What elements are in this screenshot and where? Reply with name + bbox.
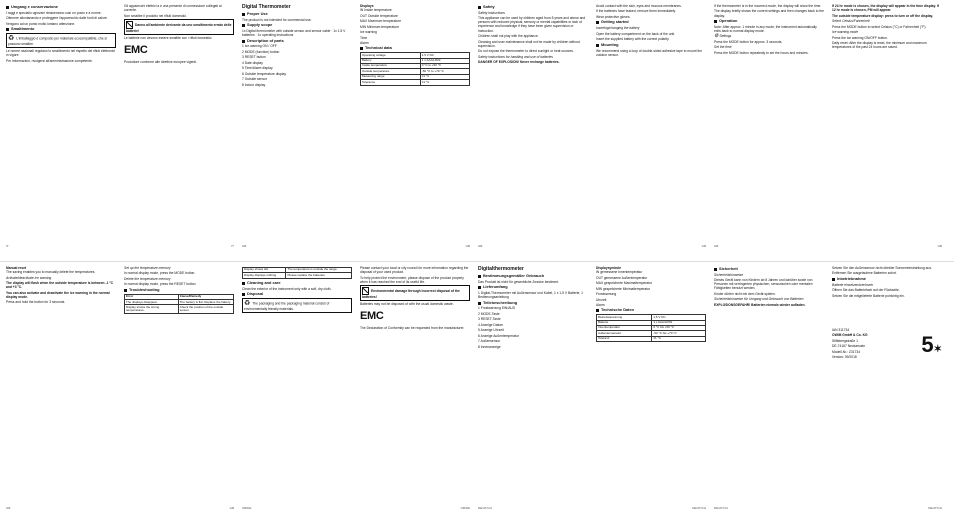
bullet-square-icon <box>6 6 9 9</box>
paragraph: Gli apparecchi elettrici a e una presente di connessione collegati al corrente. <box>124 4 222 13</box>
paragraph: If 24 hr mode is chosen, the display will appear in the time display. If 12 hr mode is chosen, PM will appear. <box>832 4 939 13</box>
troubleshooting-table <box>124 294 234 315</box>
manufacturer-block <box>832 328 942 361</box>
company-name: OWIM GmbH & Co. KG <box>832 333 868 338</box>
page-number: IT <box>6 243 9 248</box>
paragraph: Do not expose the thermometer to direct sunlight or heat sources. <box>478 49 574 54</box>
section-heading: Proper Use <box>242 12 352 17</box>
list-item: 5 Time/Alarm display <box>242 66 273 71</box>
column-top-5 <box>478 4 588 250</box>
paragraph: Daily reset: After the display is reset, the minimum and maximum temperatures of the past 24 hours are saved. <box>832 41 927 50</box>
bullet-square-icon <box>242 40 245 43</box>
paragraph: Setzen Sie die mitgelieferte Batterie polrichtig ein. <box>832 293 905 298</box>
emc-logo: EMC <box>124 44 148 57</box>
bullet-square-icon <box>124 289 127 292</box>
paragraph: In normal display mode, press the MODE button. <box>124 271 196 276</box>
list-item: OUT Outside temperature <box>360 13 398 18</box>
column-bottom-5 <box>478 266 588 512</box>
column-top-2 <box>124 4 234 250</box>
paragraph: To help protect the environment, please dispose of the product properly when it has reached the end of its useful life. <box>360 275 464 284</box>
paragraph: Press the MODE button repeatedly to set the hours and minutes. <box>714 50 809 55</box>
paragraph: The saving enables you to manually delete the temperatures. <box>6 270 96 275</box>
bullet-square-icon <box>714 20 717 23</box>
list-item: 8 Indoor display <box>242 82 266 87</box>
list-item: 2 MODE (function) button <box>242 49 280 54</box>
crossed-bin-icon <box>126 21 133 29</box>
subheading: Set up the temperature memory <box>124 266 171 270</box>
paragraph: Dieses Gerät kann von Kindern ab 8 Jahren und darüber sowie von Personen mit verringerten physischen, sensorischen oder mentalen Fähigkeiten benutzt werden. <box>714 278 813 291</box>
list-item: 8 Innenanzeige <box>478 344 501 349</box>
paragraph: Non smaltire il prodotto nei rifiuti domestici. <box>124 13 187 18</box>
paragraph: Open the battery compartment on the back of the unit. <box>596 31 675 36</box>
paragraph: Children shall not play with the appliance. <box>478 34 539 39</box>
section-heading: Sicherheit <box>714 267 824 272</box>
paragraph: Per informazioni, rivolgersi all'amministrazione competente. <box>6 58 93 63</box>
bullet-square-icon <box>242 24 245 27</box>
table-row: Battery 1 x AAA/LR03 <box>361 58 470 63</box>
list-item: 6 Outside temperature display <box>242 71 286 76</box>
paragraph: Entfernen Sie ausgelaufene Batterien sofort. <box>832 271 897 276</box>
paragraph: Clean the exterior of the instrument only with a soft, dry cloth. <box>242 286 332 291</box>
paragraph: Setzen Sie den Außensensor nicht direkter Sonneneinstrahlung aus. <box>832 266 932 270</box>
paragraph: The Declaration of Conformity can be requested from the manufacturer. <box>360 326 465 331</box>
page-number: GB/DE <box>242 505 252 510</box>
paragraph: Das Produkt ist nicht für gewerbliche Zwecke bestimmt. <box>478 279 559 284</box>
list-item: 1 Ice warning ON / OFF <box>242 44 277 49</box>
paragraph: Le batterie non devono essere smaltite con i rifiuti domestici. <box>124 36 213 41</box>
battery-warning: Environmental damage through incorrect disposal of the batteries! <box>360 285 470 301</box>
list-item: MIN gespeicherte Minimaltemperatur <box>596 286 651 291</box>
bullet-square-icon <box>596 21 599 24</box>
star-icon: ✶ <box>933 343 942 355</box>
bullet-square-icon <box>478 6 481 9</box>
section-heading: Teilebeschreibung <box>478 301 588 306</box>
list-item: 7 Outside sensor <box>242 77 267 82</box>
paragraph: 1 Digital-Thermometer mit Außensensor und Kabel, 1 x 1,5 V Batterie, 1 Bedienungsanleitung <box>478 291 584 300</box>
paragraph: 1x Digital thermometer with outside sensor and sensor cable · 1x 1.5 V batteries · 1x operating instructions <box>242 29 346 38</box>
page-number: DE/AT/CH <box>928 505 942 510</box>
list-item: MAX Maximum temperature <box>360 19 402 24</box>
section-heading: Getting started <box>596 20 706 25</box>
list-item: Alarm <box>360 41 369 45</box>
paragraph: Avoid contact with the skin, eyes and mucous membranes. <box>596 4 682 8</box>
technical-data-table <box>596 314 706 342</box>
table-row: Inside temperature 0 °C to +50 °C <box>361 64 470 69</box>
section-heading: Inbetriebnahme <box>832 277 942 282</box>
paragraph: Press and hold the button for 3 seconds. <box>6 300 66 305</box>
list-item: OUT gemessene Außentemperatur <box>596 275 648 280</box>
table-row: Innentemperatur 0 °C bis +50 °C <box>597 326 706 331</box>
table-row: Error Cause/Remedy <box>125 294 234 299</box>
paragraph: I raggi e speciallo ogiovani rimaneranno così un posto e a norme. <box>6 10 102 15</box>
section-heading: Technical data <box>360 46 470 51</box>
table-row: Außentemperatur -50 °C bis +70 °C <box>597 331 706 336</box>
column-top-6 <box>596 4 706 250</box>
version: Version: 09/2018 <box>832 355 857 360</box>
badge-5: 5✶ <box>921 331 942 357</box>
bullet-square-icon <box>478 275 481 278</box>
column-bottom-1 <box>6 266 116 512</box>
paragraph: If the thermometer is in the incorrect mode, the display will show the time. <box>714 4 822 8</box>
section-heading: Manual reset <box>6 266 27 270</box>
bullet-square-icon <box>832 278 835 281</box>
page-number: GB <box>242 243 247 248</box>
paragraph: Press the MODE button for approx. 3 seconds. <box>714 39 783 44</box>
table-row: Display shows the wrong temperatures. Check the position of the outside sensor. <box>125 305 234 314</box>
column-top-1 <box>6 4 116 250</box>
technical-data-table <box>360 52 470 85</box>
manual-title: Digital Thermometer <box>242 4 291 10</box>
list-item: Time <box>360 35 368 40</box>
page-number: GB <box>478 243 483 248</box>
recycle-notice: ♻ The packaging and the packaging material consist of environmentally friendly materials. <box>242 298 352 313</box>
list-item: 4 Anzeige Datum <box>478 322 504 327</box>
table-row: Measuring range ±1 °C <box>361 74 470 79</box>
section-heading: Cleaning and care <box>242 281 352 286</box>
section-heading: Operation <box>714 19 824 24</box>
bullet-square-icon <box>478 286 481 289</box>
paragraph: The display briefly shows the current settings and then changes back to the display. <box>714 9 824 18</box>
bullet-square-icon <box>360 47 363 50</box>
paragraph: If the batteries have leaked, remove them immediately. <box>596 9 676 14</box>
paragraph: DANGER OF EXPLOSION! Never recharge batteries. <box>478 60 560 65</box>
bullet-square-icon <box>478 302 481 305</box>
section-heading: Lieferumfang <box>478 285 588 290</box>
subheading: Safety instructions for handling and use of batteries <box>478 54 553 59</box>
subheading: ⚙ Settings <box>714 33 732 40</box>
list-item: MAX gespeicherte Maximaltemperatur <box>596 281 653 286</box>
list-item: 3 RESET-Taste <box>478 317 501 322</box>
paragraph: Cleaning and user maintenance shall not be made by children without supervision. <box>478 39 580 48</box>
paragraph: Wear protective gloves. <box>596 14 631 19</box>
subheading: Activate/deactivate ice warning <box>6 275 52 280</box>
list-item: Uhrzeit <box>596 297 607 302</box>
list-item: 6 Anzeige Außentemperatur <box>478 333 519 338</box>
paragraph: This appliance can be used by children aged from 8 years and above and persons with reduced physical, sensory or mental capabilities or lack of experience and knowledge if they have been given supervision or instruction. <box>478 16 586 33</box>
subheading: Safety instructions <box>478 10 505 15</box>
bullet-square-icon <box>714 268 717 271</box>
bullet-square-icon <box>6 28 9 31</box>
manual-title: Digitalthermometer <box>478 266 524 272</box>
bullet-square-icon <box>242 293 245 296</box>
paragraph: We recommend using a loop of double-sided adhesive tape to mount the outdoor sensor. <box>596 48 703 57</box>
list-item: IN gemessene Innentemperatur <box>596 270 643 275</box>
table-row: Betriebsspannung 1,5 V DC <box>597 315 706 320</box>
paragraph: Please contact your local or city council for more information regarding the disposal of your used product. <box>360 266 469 275</box>
page-number: DE/AT/CH <box>478 505 492 510</box>
column-bottom-4 <box>360 266 470 512</box>
paragraph: Press the MODE button to select Celsius (°C) or Fahrenheit (°F). <box>832 24 927 29</box>
column-top-4 <box>360 4 470 250</box>
subheading: Select Celsius/Fahrenheit <box>832 19 870 24</box>
recycle-notice: ♻ L'imballaggio è composto per materiale ecocompatibile, che si possono smaltire. <box>6 33 116 48</box>
page-number: IT <box>231 243 234 248</box>
street: Stiftsbergstraße 1 <box>832 338 859 343</box>
table-row: Batterie 1 x AAA/LR03 <box>597 320 706 325</box>
crossed-bin-icon <box>362 287 369 295</box>
emc-logo: EMC <box>360 310 384 323</box>
paragraph: Ottenere allontanando e proteggere l'apparecchio dalle fonti di calore. <box>6 16 108 21</box>
recycle-icon: ♻ <box>8 35 15 43</box>
column-bottom-6 <box>596 266 706 512</box>
table-row: Display displays nothing Please replace the batteries. <box>243 273 352 278</box>
table-row: Toleranz ±1 °C <box>597 336 706 341</box>
list-item: Alarm <box>596 303 605 307</box>
list-item: 2 MODE-Taste <box>478 311 500 316</box>
page-number: DE/AT/CH <box>692 505 706 510</box>
paragraph: The display will flash when the outside temperature is between -1 °C and +3 °C. <box>6 281 114 290</box>
column-bottom-8 <box>832 266 942 512</box>
paragraph: Produttore conforme alle direttive europee vigenti. <box>124 60 197 65</box>
table-row: Outside temperature -50 °C to +70 °C <box>361 69 470 74</box>
subheading: Delete the temperature memory <box>124 276 171 281</box>
list-item: Frostwarnung <box>596 292 617 297</box>
column-top-8 <box>832 4 942 250</box>
subheading: Batterie einsetzen/wechseln <box>832 282 874 287</box>
column-bottom-2 <box>124 266 234 512</box>
paragraph: Kinder dürfen nicht mit dem Gerät spielen. <box>714 291 776 296</box>
table-row: Operating voltage 1.5 V DC <box>361 53 470 58</box>
section-heading: Technische Daten <box>596 308 706 313</box>
paragraph: EXPLOSIONSGEFAHR! Batterien niemals wieder aufladen. <box>714 302 806 307</box>
recycle-icon: ♻ <box>244 299 251 307</box>
city: DE-74167 Neckarsulm <box>832 344 866 349</box>
bullet-square-icon <box>596 44 599 47</box>
bullet-square-icon <box>596 309 599 312</box>
page-number: GB <box>701 243 706 248</box>
section-heading: Disposal <box>242 292 352 297</box>
list-item: 4 Date display <box>242 60 263 65</box>
page-number: GB <box>465 243 470 248</box>
paragraph: The product is not intended for commercial use. <box>242 17 312 22</box>
paragraph: Vengono ad un punto molto lontano attenzione. <box>6 21 76 26</box>
paragraph: You can also activate and deactivate the ice warning in the normal display mode. <box>6 290 110 299</box>
manual-bottom-page <box>0 262 954 524</box>
list-item: 7 Außensensor <box>478 339 501 344</box>
subheading: Ice warning mode <box>832 30 859 35</box>
bullet-square-icon <box>242 282 245 285</box>
bullet-square-icon <box>242 13 245 16</box>
model-number: Modell-Nr.: Z31734 <box>832 349 861 354</box>
page-number: GB <box>937 243 942 248</box>
list-item: IN Inside temperature <box>360 8 392 13</box>
paragraph: In normal display mode, press the RESET button. <box>124 282 197 287</box>
manufacturer-address <box>832 328 868 361</box>
section-heading: Smaltimento <box>6 27 116 32</box>
column-top-7 <box>714 4 824 250</box>
troubleshooting-table-continued <box>242 267 352 279</box>
column-bottom-7 <box>714 266 824 512</box>
section-heading: Troubleshooting <box>124 288 234 293</box>
paragraph: Batteries may not be disposed of with the usual domestic waste. <box>360 302 454 307</box>
subheading: Inserting/changing the battery <box>596 26 640 31</box>
battery-warning: Danno all'ambiente derivante da uno smaltimento errato delle batterie! <box>124 19 234 35</box>
section-heading: Mounting <box>596 43 706 48</box>
paragraph: Le norme nazionali regolano lo smaltimento nel rispetto dei rifiuti elettronici in vigore. <box>6 49 116 58</box>
paragraph: Note: After approx. 1 minute in any mode, the instrument automatically exits back to normal display mode. <box>714 24 817 33</box>
section-heading: Bestimmungsgemäßer Gebrauch <box>478 274 588 279</box>
page-number: DE/AT/CH <box>714 505 728 510</box>
page-number: GB <box>229 505 234 510</box>
display-symbols-heading: Displays <box>360 4 374 8</box>
display-symbols-heading: Displaysymbole <box>596 266 622 270</box>
section-heading: Safety <box>478 5 588 10</box>
gear-icon: ⚙ <box>714 33 719 40</box>
paragraph: The outside temperature display: press to turn or off the display. <box>832 13 934 18</box>
paragraph: Öffnen Sie das Batteriefach auf der Rückseite. <box>832 288 900 293</box>
section-heading: Description of parts <box>242 39 352 44</box>
page-number: GB <box>6 505 11 510</box>
section-heading: Supply scope <box>242 23 352 28</box>
section-heading: Umgang e conservazione <box>6 5 116 10</box>
list-item: 1 Frostwarnung EIN/AUS <box>478 306 516 311</box>
list-item: Ice warning <box>360 30 377 35</box>
column-top-3 <box>242 4 352 250</box>
list-item: MIN Minimum temperature <box>360 24 400 29</box>
table-row: The displays disappear. The battery is flat. Replace the battery. <box>125 300 234 305</box>
column-bottom-3 <box>242 266 352 512</box>
table-row: Display shows HH The temperature is outside the range. <box>243 268 352 273</box>
ian-number: IAN 311734 <box>832 327 850 332</box>
page-number: GB <box>714 243 719 248</box>
paragraph: Press the ice warning ON/OFF button. <box>832 35 888 40</box>
list-item: 3 RESET button <box>242 55 266 60</box>
subheading: Sicherheitshinweise <box>714 272 744 277</box>
subheading: Set the time <box>714 45 732 50</box>
subheading: Sicherheitshinweise für Umgang und Gebrauch von Batterien <box>714 297 804 302</box>
paragraph: Insert the supplied battery with the correct polarity. <box>596 37 670 42</box>
list-item: 5 Anzeige Uhrzeit <box>478 328 504 333</box>
table-row: Tolerance ±1 °C <box>361 80 470 85</box>
page-number: GB/DE <box>460 505 470 510</box>
